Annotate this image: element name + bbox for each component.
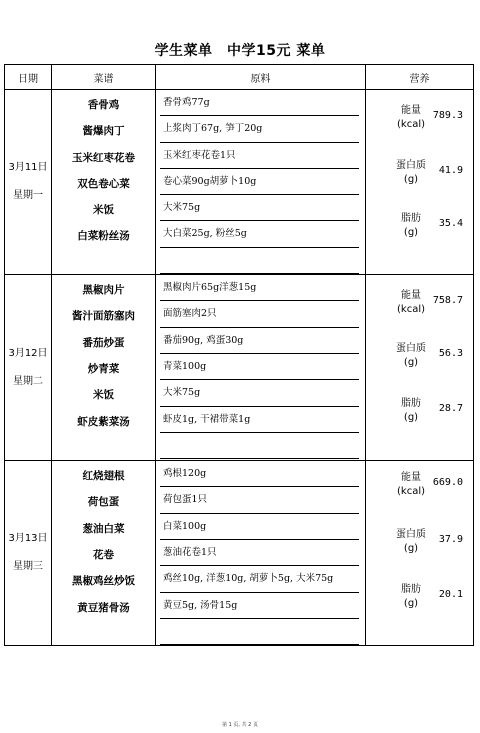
ingredient-line: 香骨鸡77g — [160, 90, 359, 116]
nutrition-unit: (kcal) — [397, 304, 425, 316]
nutrition-value: 37.9 — [438, 534, 463, 546]
ingredient-line: 荷包蛋1只 — [160, 487, 359, 513]
dish-name: 虾皮紫菜汤 — [77, 415, 130, 428]
nutrition-value: 28.7 — [438, 403, 463, 415]
nutrition-label: 蛋白质 — [396, 343, 426, 355]
nutrition-value: 669.0 — [432, 477, 463, 489]
nutrition-protein — [366, 520, 473, 579]
ingredient-line: 黄豆5g, 汤骨15g — [160, 593, 359, 619]
dish-name: 炒青菜 — [87, 362, 120, 375]
weekday-label: 星期三 — [13, 561, 43, 573]
nutrition-value: 35.4 — [438, 218, 463, 229]
date-cell — [5, 461, 52, 646]
nutrition-cell — [366, 461, 474, 646]
ingredient-line: 上浆肉丁67g, 笋丁20g — [160, 116, 359, 142]
dish-name: 葱油白菜 — [82, 522, 125, 535]
ingredient-line: 鸡丝10g, 洋葱10g, 胡萝卜5g, 大米75g — [160, 566, 359, 592]
dish-name: 酱汁面筋塞肉 — [72, 310, 135, 323]
nutrition-fat — [366, 208, 473, 267]
dishes-cell — [52, 275, 156, 461]
dish-name: 香骨鸡 — [87, 99, 120, 111]
ingredient-line — [160, 619, 359, 645]
page-title: 学生菜单 中学15元 菜单 — [154, 43, 326, 59]
header-recipe: 菜谱 — [52, 65, 156, 90]
ingredient-line: 青菜100g — [160, 354, 359, 380]
nutrition-label: 脂肪 — [401, 584, 421, 596]
nutrition-protein — [366, 334, 473, 393]
ingredient-line: 大白菜25g, 粉丝5g — [160, 221, 359, 247]
dish-name: 红烧翅根 — [82, 470, 125, 483]
date-cell — [5, 275, 52, 461]
date-label: 3月11日 — [8, 162, 48, 174]
dish-name: 黄豆猪骨汤 — [77, 601, 130, 614]
ingredient-line: 葱油花卷1只 — [160, 540, 359, 566]
weekday-label: 星期一 — [13, 190, 43, 202]
ingredient-line: 鸡根120g — [160, 461, 359, 487]
header-ingredients: 原料 — [156, 65, 366, 90]
dish-name: 荷包蛋 — [87, 496, 120, 509]
ingredients-cell — [156, 461, 366, 646]
nutrition-unit: (g) — [403, 227, 419, 238]
header-date: 日期 — [5, 65, 52, 90]
nutrition-unit: (kcal) — [397, 486, 425, 498]
menu-table — [4, 64, 474, 646]
day-row — [5, 90, 474, 275]
header-row — [5, 65, 474, 90]
nutrition-label: 能量 — [401, 472, 421, 484]
dish-name: 米饭 — [93, 389, 114, 402]
header-nutrition: 营养 — [366, 65, 474, 90]
nutrition-label: 蛋白质 — [396, 160, 426, 171]
dish-name: 黑椒鸡丝炒饭 — [72, 575, 135, 588]
ingredients-cell — [156, 275, 366, 461]
day-row — [5, 461, 474, 646]
ingredient-line: 虾皮1g, 干裙带菜1g — [160, 407, 359, 433]
dishes-cell — [52, 90, 156, 275]
nutrition-label: 能量 — [401, 105, 421, 116]
nutrition-unit: (g) — [403, 412, 419, 424]
dish-name: 米饭 — [93, 204, 114, 217]
nutrition-energy — [366, 275, 473, 334]
page-footer: 第 1 页, 共 2 页 — [222, 722, 258, 728]
ingredient-line: 卷心菜90g胡萝卜10g — [160, 169, 359, 195]
nutrition-unit: (g) — [403, 357, 419, 369]
dish-name: 双色卷心菜 — [77, 177, 130, 190]
dish-name: 酱爆肉丁 — [82, 125, 125, 138]
nutrition-unit: (kcal) — [397, 119, 425, 130]
nutrition-value: 758.7 — [432, 295, 463, 307]
nutrition-value: 41.9 — [438, 165, 463, 176]
dish-name: 白菜粉丝汤 — [77, 230, 130, 243]
ingredient-line — [160, 433, 359, 459]
nutrition-unit: (g) — [403, 543, 419, 555]
nutrition-protein — [366, 149, 473, 208]
ingredient-line: 玉米红枣花卷1只 — [160, 143, 359, 169]
ingredient-line: 黑椒肉片65g洋葱15g — [160, 275, 359, 301]
ingredient-line: 番茄90g, 鸡蛋30g — [160, 328, 359, 354]
nutrition-fat — [366, 393, 473, 452]
nutrition-energy — [366, 461, 473, 520]
weekday-label: 星期二 — [13, 375, 43, 387]
nutrition-label: 脂肪 — [401, 213, 421, 224]
date-cell — [5, 90, 52, 275]
nutrition-label: 脂肪 — [401, 398, 421, 410]
ingredient-line: 大米75g — [160, 380, 359, 406]
nutrition-energy — [366, 90, 473, 149]
dish-name: 花卷 — [93, 548, 114, 561]
dish-name: 玉米红枣花卷 — [72, 151, 135, 164]
nutrition-value: 789.3 — [432, 110, 463, 121]
nutrition-fat — [366, 579, 473, 638]
ingredient-line: 大米75g — [160, 195, 359, 221]
nutrition-value: 20.1 — [438, 589, 463, 601]
date-label: 3月13日 — [8, 533, 48, 545]
ingredient-line: 白菜100g — [160, 514, 359, 540]
nutrition-cell — [366, 90, 474, 275]
nutrition-unit: (g) — [403, 174, 419, 185]
ingredient-line — [160, 248, 359, 274]
ingredients-cell — [156, 90, 366, 275]
nutrition-label: 蛋白质 — [396, 529, 426, 541]
date-label: 3月12日 — [8, 347, 48, 359]
dishes-cell — [52, 461, 156, 646]
dish-name: 黑椒肉片 — [82, 284, 125, 297]
nutrition-label: 能量 — [401, 290, 421, 302]
ingredient-line: 面筋塞肉2只 — [160, 301, 359, 327]
nutrition-cell — [366, 275, 474, 461]
dish-name: 番茄炒蛋 — [82, 336, 125, 349]
nutrition-unit: (g) — [403, 598, 419, 610]
nutrition-value: 56.3 — [438, 348, 463, 360]
day-row — [5, 275, 474, 461]
